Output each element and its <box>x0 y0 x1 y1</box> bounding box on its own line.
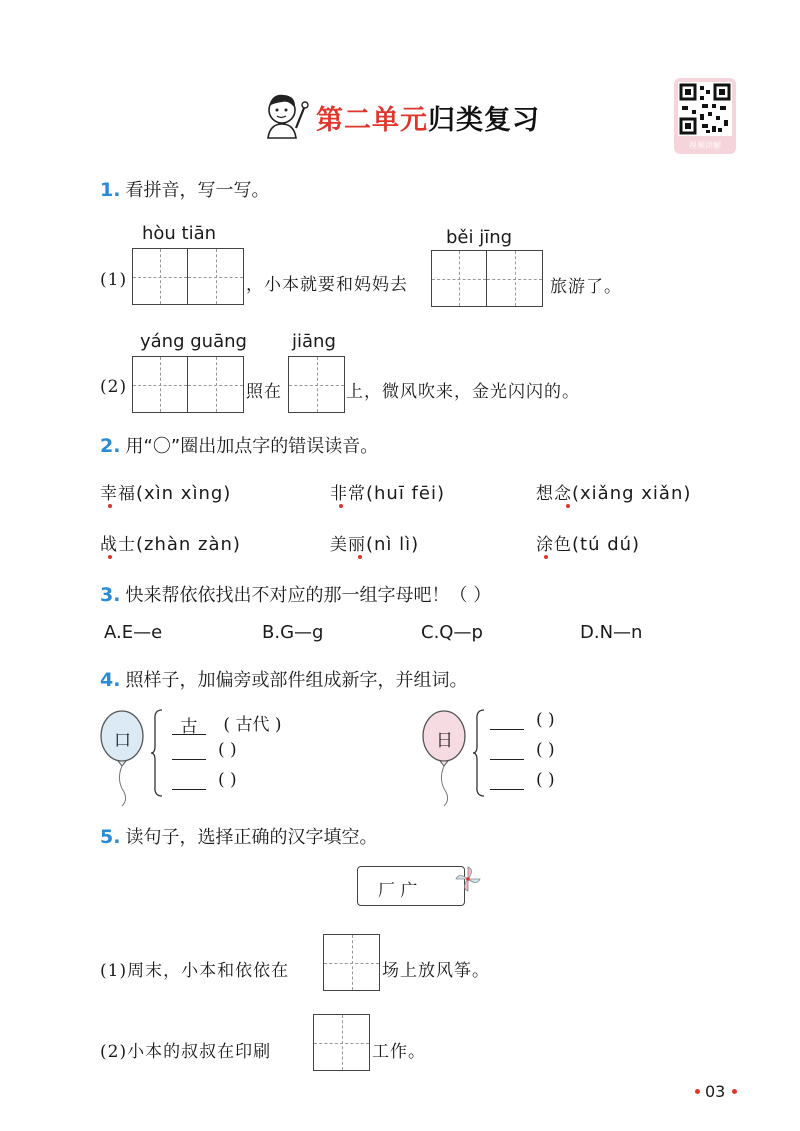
qr-code-icon <box>678 82 732 136</box>
q4-answer-row[interactable] <box>490 710 555 730</box>
q1s2-pinyin-b: jiāng <box>292 331 336 352</box>
balloon2-char: 日 <box>436 731 453 751</box>
q1-text: 看拼音，写一写。 <box>125 180 270 201</box>
q2-word: 战士 <box>100 535 136 555</box>
blue-balloon-icon <box>98 708 148 808</box>
q2-item <box>330 479 445 504</box>
title-black: 归类复习 <box>428 105 540 136</box>
q1-number: 1. <box>100 179 121 201</box>
answer-blank[interactable] <box>172 741 206 760</box>
q2-item <box>100 530 241 555</box>
q1s2-end: 上，微风吹来，金光闪闪的。 <box>346 382 580 402</box>
q4-example-row <box>172 710 281 735</box>
q2-pinyin: (xìn xìng) <box>136 483 232 504</box>
q3-heading <box>100 581 491 607</box>
q4-heading <box>100 666 468 692</box>
q2-text: 用“〇”圈出加点字的错误读音。 <box>125 436 379 457</box>
q1s1-writing-grid-b[interactable] <box>431 250 543 307</box>
q2-pinyin: (tú dú) <box>572 534 641 555</box>
title-red: 第二单元 <box>316 105 428 136</box>
pinwheel-icon <box>453 864 483 894</box>
q5s1-writing-grid[interactable] <box>323 934 380 991</box>
q2-word: 想念 <box>536 484 572 504</box>
page-dot <box>732 1089 737 1094</box>
page-header <box>256 88 556 144</box>
q4-number: 4. <box>100 669 121 691</box>
q5s2-pre: (2)小本的叔叔在印刷 <box>100 1042 272 1062</box>
q2-pinyin: (huī fēi) <box>366 483 445 504</box>
emphasis-dot <box>358 555 362 559</box>
balloon1-char: 口 <box>114 731 131 751</box>
q2-item <box>330 530 419 555</box>
example-word: ( 古代 ) <box>223 715 282 735</box>
page-title <box>316 98 540 137</box>
answer-paren: ( ) <box>218 770 237 790</box>
q2-word: 幸福 <box>100 484 136 504</box>
q3-option-b[interactable]: B.G—g <box>262 622 324 643</box>
page-dot <box>695 1089 700 1094</box>
q2-pinyin: (nì lì) <box>366 534 420 555</box>
q2-word: 美丽 <box>330 535 366 555</box>
q1s1-index: (1) <box>100 270 128 290</box>
q1s2-writing-grid-b[interactable] <box>288 356 345 413</box>
emphasis-dot <box>108 504 112 508</box>
q2-item <box>100 479 231 504</box>
answer-blank[interactable] <box>490 771 524 790</box>
answer-blank[interactable] <box>490 741 524 760</box>
q3-text: 快来帮依依找出不对应的那一组字母吧！（ ） <box>125 585 492 606</box>
emphasis-dot <box>544 555 548 559</box>
boy-mascot-icon <box>256 88 316 144</box>
q5s1-post: 场上放风筝。 <box>382 961 490 981</box>
answer-blank[interactable] <box>172 771 206 790</box>
qr-caption: 视频讲解 <box>689 141 721 150</box>
answer-paren: ( ) <box>536 770 555 790</box>
emphasis-dot <box>566 504 570 508</box>
q5-number: 5. <box>100 826 121 848</box>
left-brace-icon <box>472 708 486 798</box>
q4-answer-row[interactable] <box>490 770 555 790</box>
q1s1-end: 旅游了。 <box>550 277 622 297</box>
q5-heading <box>100 823 378 849</box>
q1s2-pinyin-a: yáng guāng <box>140 331 247 352</box>
word-choices: 厂 广 <box>378 881 418 901</box>
q1s1-writing-grid-a[interactable] <box>132 248 244 305</box>
q5s2-post: 工作。 <box>372 1042 426 1062</box>
q2-pinyin: (xiǎng xiǎn) <box>572 483 692 504</box>
q3-number: 3. <box>100 584 121 606</box>
q4-text: 照样子，加偏旁或部件组成新字，并组词。 <box>125 670 468 691</box>
q1s2-writing-grid-a[interactable] <box>132 356 244 413</box>
q1s2-index: (2) <box>100 377 128 397</box>
q4-answer-row[interactable] <box>172 770 237 790</box>
q3-option-a[interactable]: A.E—e <box>104 622 163 643</box>
example-char: 古 <box>172 712 206 735</box>
pink-balloon-icon <box>420 708 470 808</box>
q5-text: 读句子，选择正确的汉字填空。 <box>125 827 378 848</box>
q1s2-middle: 照在 <box>246 382 282 402</box>
q2-heading <box>100 432 378 458</box>
q2-item <box>536 530 640 555</box>
left-brace-icon <box>150 708 164 798</box>
q5s1-pre: (1)周末，小本和依依在 <box>100 961 290 981</box>
q2-word: 涂色 <box>536 535 572 555</box>
answer-paren: ( ) <box>536 740 555 760</box>
q1-heading <box>100 176 270 202</box>
q1s1-pinyin-a: hòu tiān <box>142 223 217 244</box>
emphasis-dot <box>108 555 112 559</box>
page-number: 03 <box>705 1082 726 1101</box>
q2-word: 非常 <box>330 484 366 504</box>
q5s2-writing-grid[interactable] <box>313 1014 370 1071</box>
q4-answer-row[interactable] <box>172 740 237 760</box>
answer-paren: ( ) <box>218 740 237 760</box>
q2-number: 2. <box>100 435 121 457</box>
q1s1-middle: ，小本就要和妈妈去 <box>246 275 408 295</box>
q3-option-c[interactable]: C.Q—p <box>421 622 483 643</box>
emphasis-dot <box>339 504 343 508</box>
q3-option-d[interactable]: D.N—n <box>580 622 643 643</box>
q1s1-pinyin-b: běi jīng <box>446 227 513 248</box>
q2-item <box>536 479 691 504</box>
q4-answer-row[interactable] <box>490 740 555 760</box>
answer-blank[interactable] <box>490 711 524 730</box>
answer-paren: ( ) <box>536 710 555 730</box>
word-choice-box <box>357 866 465 906</box>
q2-pinyin: (zhàn zàn) <box>136 534 241 555</box>
